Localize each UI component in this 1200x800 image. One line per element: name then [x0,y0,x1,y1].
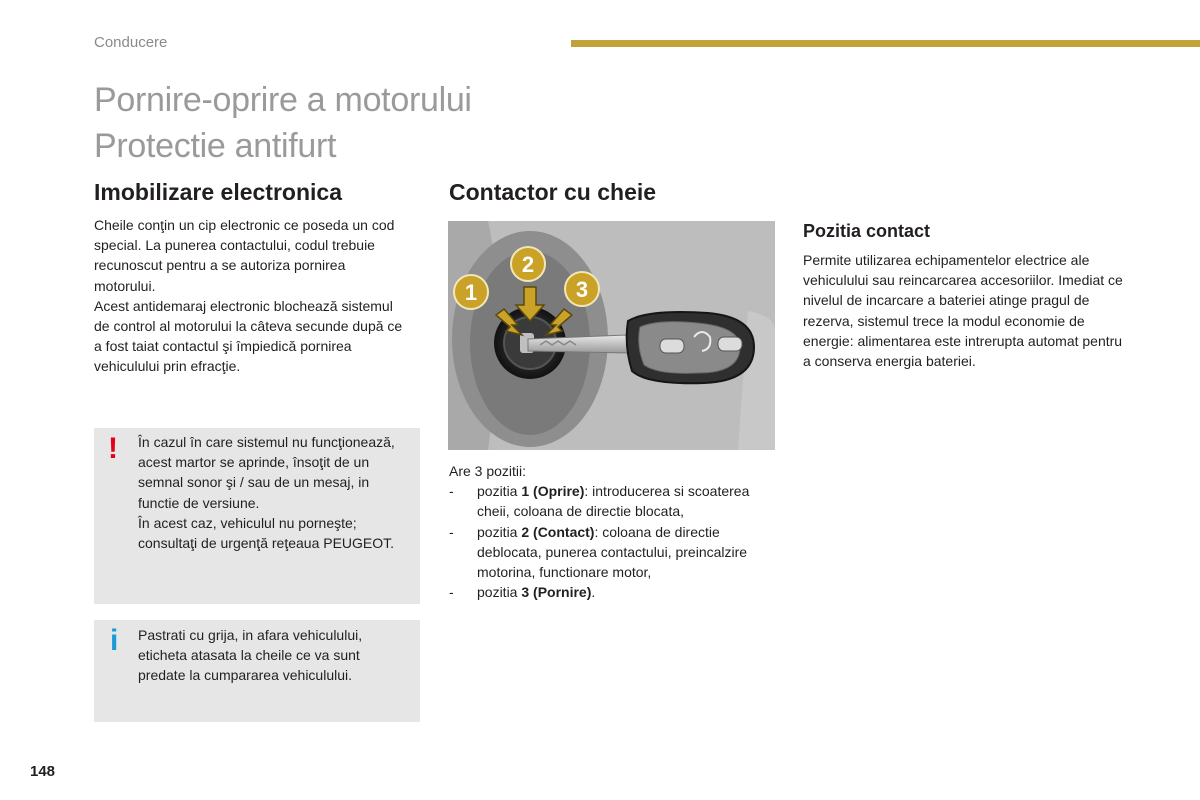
warning-note [94,428,420,604]
list-item: - pozitia 2 (Contact): coloana de directie deblocata, punerea contactului, preincalzire motorina, functionare motor, [449,522,759,583]
section-divider [571,40,1200,47]
warning-exclamation-icon: ! [108,432,118,465]
ignition-key-illustration [448,221,775,450]
warning-text [138,432,410,553]
warning-para-2: În acest caz, vehiculul nu porneşte; consultaţi de urgenţă reţeaua PEUGEOT. [138,514,395,552]
info-icon: i [110,624,119,657]
position-2-label: 2 [521,252,535,277]
warning-para-1: În cazul în care sistemul nu funcţionează, acest martor se aprinde, însoţit de un semnal sonor şi / sau de un mesaj, in functie de versiune. [138,434,395,511]
info-note [94,620,420,722]
immobilizer-text [94,215,406,377]
immobilizer-para-2: Acest antidemaraj electronic blochează sistemul de control al motorului la câteva secunde după ce a fost taiat contactul şi împiedică pornirea vehiculului prin efracţie. [94,297,403,375]
ignition-key-svg [448,221,775,450]
list-item: - pozitia 3 (Pornire). [449,582,759,602]
positions-description [449,461,759,602]
heading-immobilizer: Imobilizare electronica [94,179,342,205]
contact-position-text: Permite utilizarea echipamentelor electrice ale vehiculului sau reincarcarea accesoriilor. Imediat ce nivelul de incarcare a bateriei atinge pragul de rezerva, sistemul trece la modul economie de energie: alimentarea este intrerupta automat pentru a conserva energia bateriei. [803,252,1123,370]
page-number: 148 [30,763,56,780]
list-item: - pozitia 1 (Oprire): introducerea si scoaterea cheii, coloana de directie blocata, [449,481,759,521]
section-label: Conducere [94,34,168,51]
positions-list [449,481,759,602]
position-1-label: 1 [464,280,478,305]
immobilizer-para-1: Cheile conţin un cip electronic ce poseda un cod special. La punerea contactului, codul trebuie recunoscut pentru a se autoriza pornirea motorului. [94,217,395,294]
heading-contact-position: Pozitia contact [803,221,931,241]
page-subtitle: Protectie antifurt [94,127,337,165]
positions-intro: Are 3 pozitii: [449,463,527,479]
info-text: Pastrati cu grija, in afara vehiculului, eticheta atasata la cheile ce va sunt predate la cumpararea vehiculului. [138,627,363,684]
position-3-label: 3 [575,277,589,302]
heading-key-switch: Contactor cu cheie [449,179,657,205]
page-title: Pornire-oprire a motorului [94,81,472,119]
